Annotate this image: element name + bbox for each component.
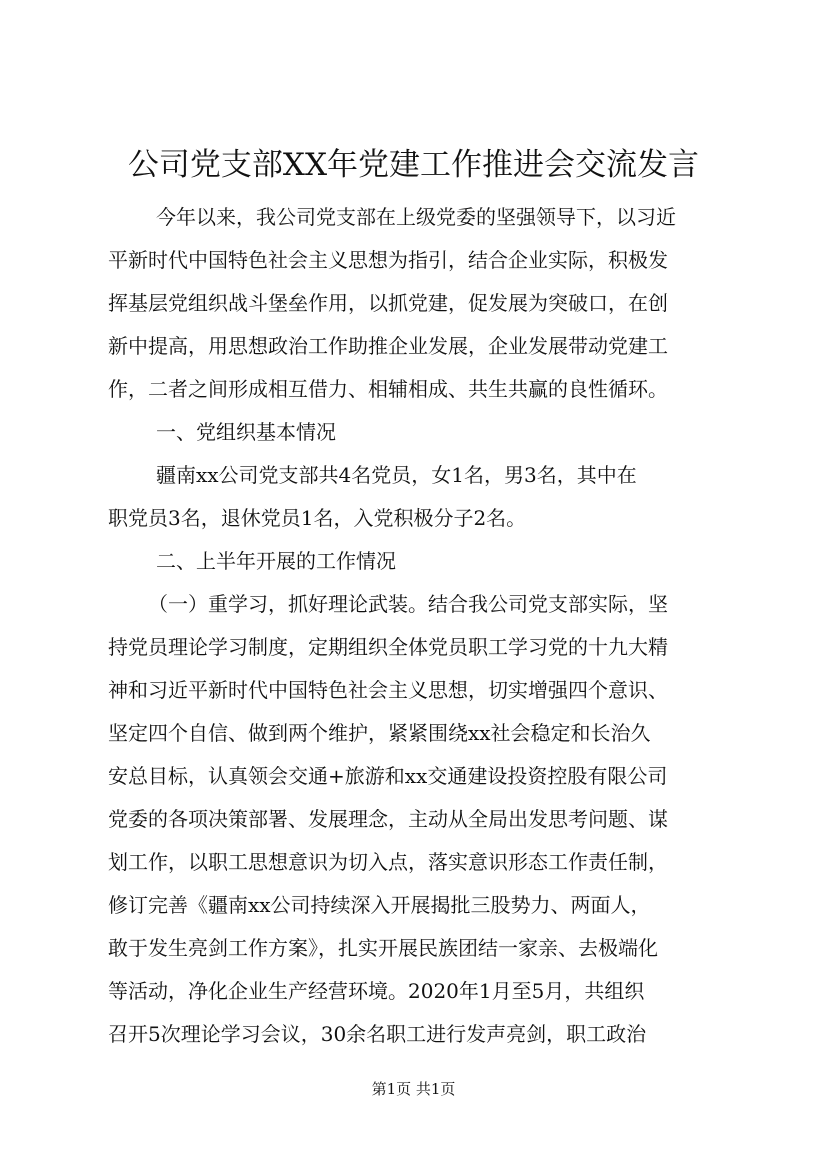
paragraph-line: 作，二者之间形成相互借力、相辅相成、共生共赢的良性循环。 (108, 377, 668, 401)
paragraph-line: 神和习近平新时代中国特色社会主义思想，切实增强四个意识、 (108, 678, 668, 702)
paragraph-line: 等活动，净化企业生产经营环境。2020年1月至5月，共组织 (108, 979, 645, 1003)
paragraph-line: 敢于发生亮剑工作方案》，扎实开展民族团结一家亲、去极端化 (108, 936, 658, 960)
paragraph-line: 安总目标，认真领会交通+旅游和xx交通建设投资控股有限公司 (108, 764, 668, 788)
paragraph-line: 今年以来，我公司党支部在上级党委的坚强领导下，以习近 (156, 205, 676, 229)
subsection-line: （一）重学习，抓好理论武装。结合我公司党支部实际，坚 (148, 592, 668, 616)
paragraph-line: 疆南xx公司党支部共4名党员，女1名，男3名，其中在 (156, 463, 637, 487)
paragraph-line: 挥基层党组织战斗堡垒作用，以抓党建，促发展为突破口，在创 (108, 291, 668, 315)
document-title: 公司党支部XX年党建工作推进会交流发言 (127, 147, 700, 183)
paragraph-line: 新中提高，用思想政治工作助推企业发展，企业发展带动党建工 (108, 334, 668, 358)
paragraph-line: 党委的各项决策部署、发展理念，主动从全局出发思考问题、谋 (108, 807, 668, 831)
paragraph-line: 平新时代中国特色社会主义思想为指引，结合企业实际，积极发 (108, 248, 668, 272)
paragraph-line: 修订完善《疆南xx公司持续深入开展揭批三股势力、两面人， (108, 893, 651, 917)
paragraph-line: 划工作，以职工思想意识为切入点，落实意识形态工作责任制， (108, 850, 668, 874)
paragraph-line: 召开5次理论学习会议，30余名职工进行发声亮剑，职工政治 (108, 1022, 647, 1046)
section-heading: 二、上半年开展的工作情况 (156, 549, 396, 573)
paragraph-line: 持党员理论学习制度，定期组织全体党员职工学习党的十九大精 (108, 635, 668, 659)
page-footer: 第1页 共1页 (371, 1080, 456, 1098)
paragraph-line: 坚定四个自信、做到两个维护，紧紧围绕xx社会稳定和长治久 (108, 721, 651, 745)
paragraph-line: 职党员3名，退休党员1名，入党积极分子2名。 (108, 506, 527, 530)
section-heading: 一、党组织基本情况 (156, 420, 336, 444)
document-body (108, 196, 748, 1056)
